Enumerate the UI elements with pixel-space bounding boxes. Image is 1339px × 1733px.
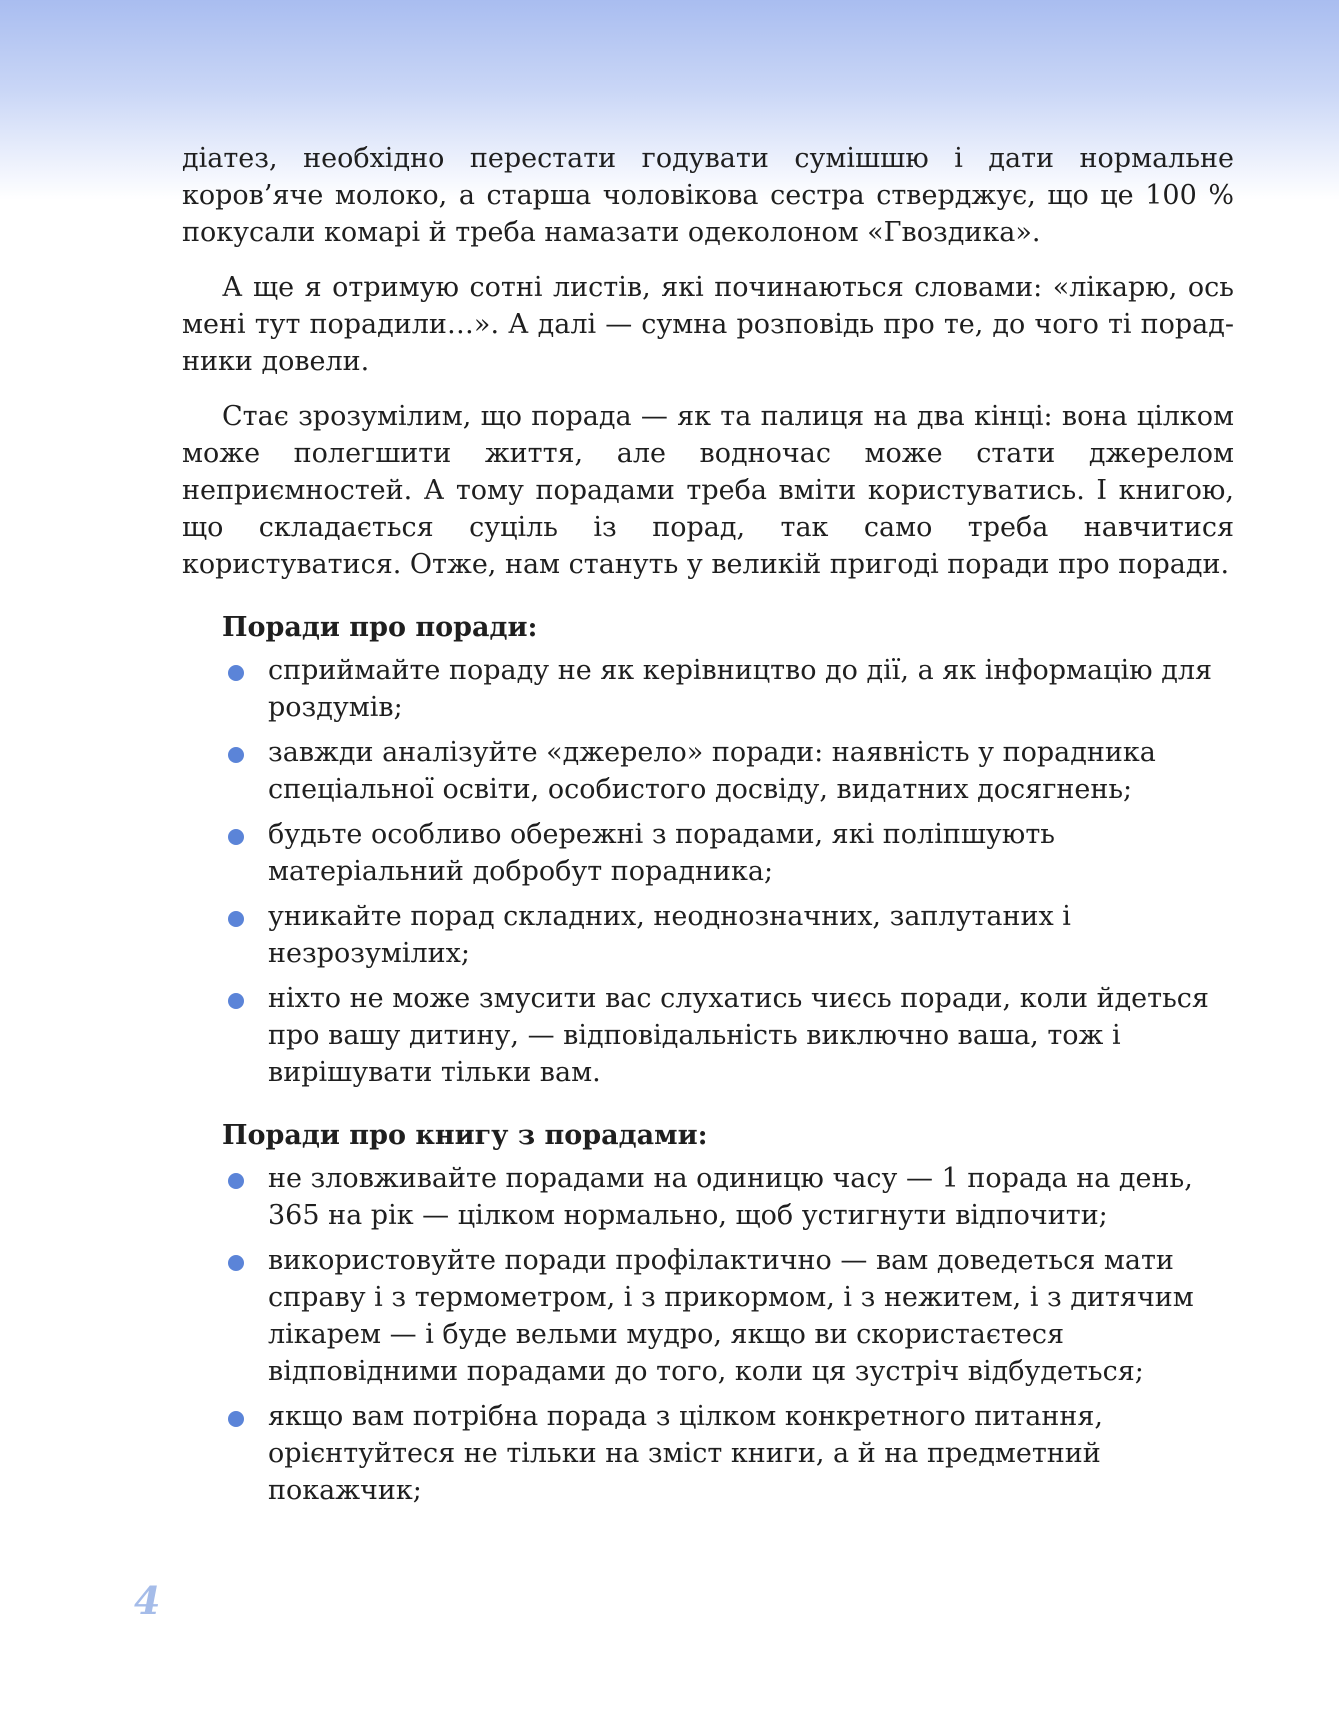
- list-item-text: завжди аналізуйте «джерело» поради: наявність у порадника спеціальної освіти, особистого досвіду, видатних досягнень;: [268, 737, 1156, 805]
- list-item: [182, 980, 1234, 1091]
- bullet-dot-icon: [228, 993, 244, 1009]
- list-item-text: будьте особливо обережні з порадами, які поліпшують матеріальний добробут порадника;: [268, 819, 1055, 887]
- list-item: [182, 898, 1234, 972]
- page-number: 4: [134, 1578, 161, 1623]
- bullet-dot-icon: [228, 1173, 244, 1189]
- bullet-dot-icon: [228, 665, 244, 681]
- section-heading-advice-about-book: Поради про книгу з порадами:: [222, 1120, 708, 1151]
- list-item-text: уникайте порад складних, неоднозначних, заплутаних і незрозумілих;: [268, 901, 1071, 969]
- list-item: [182, 816, 1234, 890]
- section-heading-advice-about-advice: Поради про поради:: [222, 612, 538, 643]
- list-item-text: якщо вам потрібна порада з цілком конкретного питання, орієнтуйтеся не тільки на зміст книги, а й на предметний покажчик;: [268, 1401, 1103, 1506]
- bullet-dot-icon: [228, 1411, 244, 1427]
- advice-list-2: [182, 1160, 1234, 1509]
- list-item-text: не зловживайте порадами на одиницю часу — 1 порада на день, 365 на рік — цілком нормально, щоб устигнути відпочити;: [268, 1163, 1193, 1231]
- list-item-text: використовуйте поради профілактично — вам доведеться мати справу і з термометром, і з прикормом, і з нежитем, і з дитячим лікарем — і буде вельми мудро, якщо ви скористаєтеся відповідними порадами до того, коли ця зустріч відбудеться;: [268, 1245, 1194, 1387]
- paragraph-letters: А ще я отримую сотні листів, які починаються словами: «лікарю, ось мені тут порадили…». А далі — сумна розповідь про те, до чого ті порадники довели.: [182, 272, 1234, 377]
- paragraph-advice-stick: Стає зрозумілим, що порада — як та палиця на два кінці: вона цілком може полегшити життя, але водночас може стати джерелом неприємностей. А тому порадами треба вміти користуватись. І книгою, що складається суціль із порад, так само треба навчитися користуватися. Отже, нам стануть у великій пригоді поради про поради.: [182, 401, 1234, 580]
- list-item: [182, 652, 1234, 726]
- bullet-dot-icon: [228, 911, 244, 927]
- list-item: [182, 1242, 1234, 1390]
- paragraph-continuation: діатез, необхідно перестати годувати сумішшю і дати нормальне коров’яче молоко, а старша чоловікова сестра стверджує, що це 100 % покусали комарі й треба намазати одеколоном «Гвоздика».: [182, 143, 1234, 248]
- list-item: [182, 1160, 1234, 1234]
- bullet-dot-icon: [228, 829, 244, 845]
- bullet-dot-icon: [228, 747, 244, 763]
- list-item: [182, 1398, 1234, 1509]
- list-item: [182, 734, 1234, 808]
- page-content: [182, 140, 1234, 1527]
- advice-list-1: [182, 652, 1234, 1091]
- bullet-dot-icon: [228, 1255, 244, 1271]
- list-item-text: ніхто не може змусити вас слухатись чиєсь поради, коли йдеться про вашу дитину, — відповідальність виключно ваша, тож і вирішувати тільки вам.: [268, 983, 1209, 1088]
- list-item-text: сприймайте пораду не як керівництво до дії, а як інформацію для роздумів;: [268, 655, 1213, 723]
